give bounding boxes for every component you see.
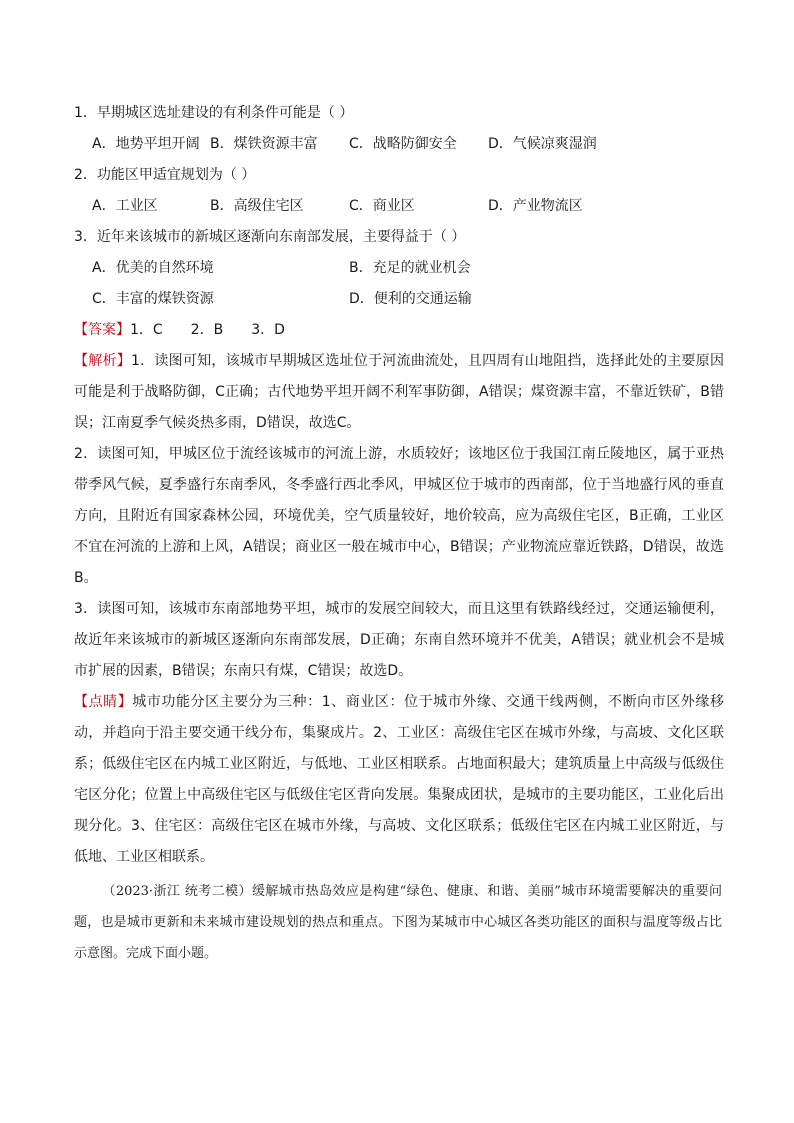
question-2-option-a: A．工业区 <box>92 198 158 214</box>
question-1-option-c: C．战略防御安全 <box>349 136 457 152</box>
analysis-paragraph-3: 3．读图可知，该城市东南部地势平坦，城市的发展空间较大，而且这里有铁路线经过，交通运输便利，故近年来该城市的新城区逐渐向东南部发展，D正确；东南自然环境并不优美，A错误；就业机会不是城市扩展的因素，B错误；东南只有煤，C错误；故选D。 <box>74 601 724 679</box>
question-3-option-d: D．便利的交通运输 <box>349 291 472 307</box>
tip-paragraph <box>74 687 724 873</box>
question-3-option-a: A．优美的自然环境 <box>92 260 214 276</box>
analysis-label: 【解析】 <box>74 353 131 369</box>
tip-text: 城市功能分区主要分为三种：1、商业区：位于城市外缘、交通干线两侧，不断向市区外缘移动，并趋向于沿主要交通干线分布，集聚成片。2、工业区：高级住宅区在城市外缘，与高坡、文化区联系；低级住宅区在内城工业区附近，与低地、工业区相联系。占地面积最大；建筑质量上中高级与低级住宅区分化；位置上中高级住宅区与低级住宅区背向发展。集聚成团状，是城市的主要功能区，工业化后出现分化。3、住宅区：高级住宅区在城市外缘，与高坡、文化区联系；低级住宅区在内城工业区附近，与低地、工业区相联系。 <box>74 694 724 865</box>
question-3-option-c: C．丰富的煤铁资源 <box>92 291 214 307</box>
analysis-text-1: 1．读图可知，该城市早期城区选址位于河流曲流处，且四周有山地阻挡，选择此处的主要原因可能是利于战略防御，C正确；古代地势平坦开阔不利军事防御，A错误；煤资源丰富，不靠近铁矿，B错误；江南夏季气候炎热多雨，D错误，故选C。 <box>74 353 725 431</box>
question-2-option-c: C．商业区 <box>349 198 415 214</box>
intro-text: （2023·浙江 统考二模）缓解城市热岛效应是构建“绿色、健康、和谐、美丽”城市环境需要解决的重要问题，也是城市更新和未来城市建设规划的热点和重点。下图为某城市中心城区各类功能区的面积与温度等级占比示意图。完成下面小题。 <box>74 884 722 961</box>
question-1-option-d: D．气候凉爽湿润 <box>488 136 597 152</box>
answer-line <box>74 321 285 339</box>
question-2-stem: 2．功能区甲适宜规划为（ ） <box>74 167 256 183</box>
answer-label: 【答案】 <box>74 322 130 338</box>
question-2-option-b: B．高级住宅区 <box>210 198 304 214</box>
question-1-option-a: A．地势平坦开阔 <box>92 136 200 152</box>
tip-label: 【点睛】 <box>74 694 133 710</box>
question-3-option-b: B．充足的就业机会 <box>349 260 471 276</box>
question-1-option-b: B．煤铁资源丰富 <box>210 136 318 152</box>
question-2-option-d: D．产业物流区 <box>488 198 583 214</box>
question-3-stem: 3．近年来该城市的新城区逐渐向东南部发展，主要得益于（ ） <box>74 229 466 245</box>
next-question-intro <box>74 876 722 969</box>
analysis-paragraph-1 <box>74 346 724 439</box>
answer-text: 1．C 2．B 3．D <box>130 322 285 338</box>
question-1-stem: 1．早期城区选址建设的有利条件可能是（ ） <box>74 105 354 121</box>
analysis-paragraph-2: 2．读图可知，甲城区位于流经该城市的河流上游，水质较好；该地区位于我国江南丘陵地区，属于亚热带季风气候，夏季盛行东南季风，冬季盛行西北季风，甲城区位于城市的西南部，位于当地盛行风的垂直方向，且附近有国家森林公园，环境优美，空气质量较好，地价较高，应为高级住宅区，B正确，工业区不宜在河流的上游和上风，A错误；商业区一般在城市中心，B错误；产业物流应靠近铁路，D错误，故选B。 <box>74 446 724 586</box>
